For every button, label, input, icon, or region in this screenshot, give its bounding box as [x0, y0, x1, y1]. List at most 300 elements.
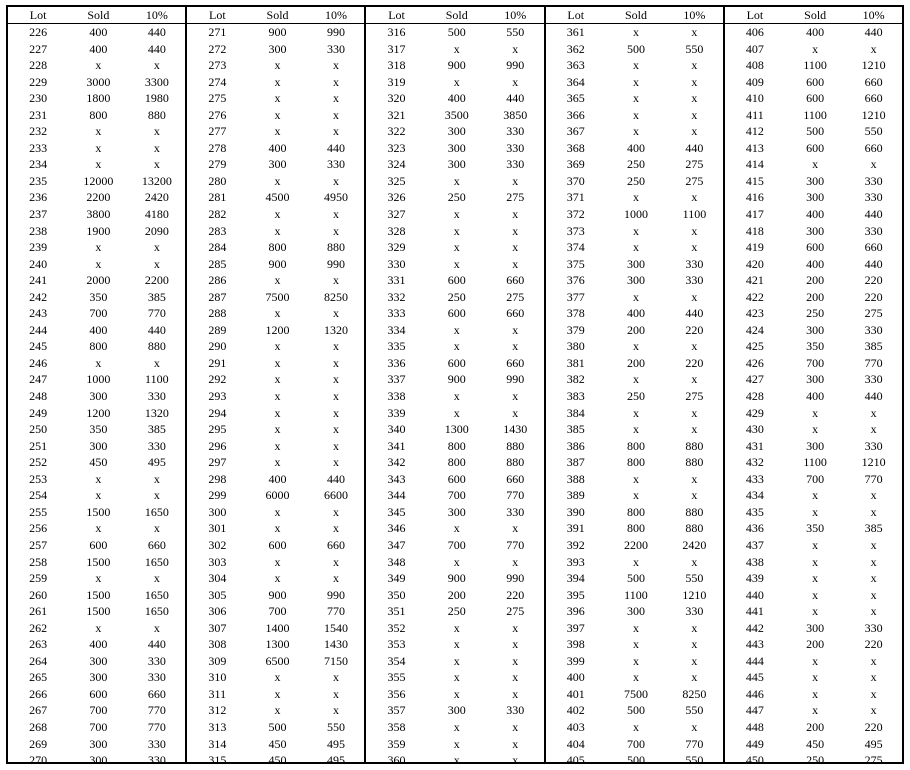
- sold-cell: x: [812, 587, 819, 602]
- ten-percent-cell: 660: [327, 537, 346, 552]
- lot-cell: 289: [208, 322, 227, 337]
- table-row: [725, 487, 902, 504]
- sold-cell: 700: [89, 703, 108, 718]
- table-row: [546, 736, 723, 753]
- lot-cell: 254: [29, 488, 48, 503]
- sold-cell: x: [453, 554, 460, 569]
- lot-cell: 378: [566, 306, 585, 321]
- lot-cell: 383: [566, 389, 585, 404]
- sold-cell: 300: [89, 670, 108, 685]
- table-row: [366, 90, 543, 107]
- sold-cell: 300: [89, 736, 108, 751]
- sold-cell: x: [812, 157, 819, 172]
- ten-percent-cell: 220: [864, 289, 883, 304]
- sold-cell: 800: [89, 107, 108, 122]
- lot-cell: 284: [208, 240, 227, 255]
- sold-cell: x: [632, 372, 639, 387]
- sold-cell: 400: [89, 25, 108, 39]
- lot-cell: 444: [745, 653, 764, 668]
- ten-percent-cell: x: [870, 504, 877, 519]
- table-row: [187, 736, 364, 753]
- table-row: [546, 487, 723, 504]
- ten-percent-cell: 440: [147, 41, 166, 56]
- table-row: [546, 636, 723, 653]
- ten-percent-cell: x: [691, 58, 698, 73]
- ten-percent-cell: 7150: [324, 653, 349, 668]
- ten-percent-cell: 990: [327, 256, 346, 271]
- table-row: [546, 371, 723, 388]
- lot-cell: 283: [208, 223, 227, 238]
- sold-cell: 500: [268, 719, 287, 734]
- sold-cell: x: [632, 289, 639, 304]
- lot-cell: 377: [566, 289, 585, 304]
- ten-percent-cell: x: [870, 686, 877, 701]
- table-row: [366, 736, 543, 753]
- lot-cell: 274: [208, 74, 227, 89]
- sold-cell: 2000: [86, 273, 111, 288]
- lot-header: Lot: [29, 8, 47, 22]
- table-row: [8, 537, 185, 554]
- table-row: [546, 289, 723, 306]
- ten-percent-cell: 660: [506, 355, 525, 370]
- lot-cell: 416: [745, 190, 764, 205]
- sold-cell: 500: [447, 25, 466, 39]
- ten-percent-cell: x: [153, 240, 160, 255]
- ten-percent-cell: x: [512, 240, 519, 255]
- ten-percent-cell: 8250: [682, 686, 707, 701]
- lot-cell: 423: [745, 306, 764, 321]
- lot-cell: 316: [387, 25, 406, 39]
- ten-percent-cell: x: [691, 190, 698, 205]
- sold-cell: x: [632, 25, 639, 39]
- lot-cell: 304: [208, 571, 227, 586]
- table-row: [725, 223, 902, 240]
- lot-cell: 351: [387, 604, 406, 619]
- ten-percent-cell: x: [691, 240, 698, 255]
- table-row: [8, 107, 185, 124]
- lot-cell: 252: [29, 455, 48, 470]
- ten-percent-cell: x: [333, 273, 340, 288]
- sold-cell: x: [95, 256, 102, 271]
- lot-cell: 367: [566, 124, 585, 139]
- sold-header: Sold: [445, 8, 468, 22]
- lot-cell: 428: [745, 389, 764, 404]
- table-row: [546, 74, 723, 91]
- lot-cell: 280: [208, 173, 227, 188]
- table-row: [546, 90, 723, 107]
- lot-cell: 296: [208, 438, 227, 453]
- lot-cell: 413: [745, 140, 764, 155]
- table-row: [546, 702, 723, 719]
- ten-percent-cell: x: [333, 571, 340, 586]
- table-row: [725, 520, 902, 537]
- sold-cell: 200: [806, 719, 825, 734]
- sold-cell: 800: [447, 438, 466, 453]
- table-row: [546, 206, 723, 223]
- lot-cell: 278: [208, 140, 227, 155]
- lot-cell: 374: [566, 240, 585, 255]
- ten-percent-cell: 550: [685, 571, 704, 586]
- ten-percent-cell: 1650: [144, 587, 169, 602]
- lot-cell: 228: [29, 58, 48, 73]
- sold-cell: 600: [806, 140, 825, 155]
- lot-cell: 277: [208, 124, 227, 139]
- lot-cell: 397: [566, 620, 585, 635]
- ten-percent-cell: 880: [685, 504, 704, 519]
- sold-cell: x: [632, 339, 639, 354]
- lot-cell: 388: [566, 471, 585, 486]
- sold-cell: x: [632, 637, 639, 652]
- sold-cell: 6500: [265, 653, 290, 668]
- lot-cell: 404: [566, 736, 585, 751]
- lot-cell: 301: [208, 521, 227, 536]
- lot-cell: 329: [387, 240, 406, 255]
- lot-cell: 333: [387, 306, 406, 321]
- lot-cell: 229: [29, 74, 48, 89]
- lot-cell: 433: [745, 471, 764, 486]
- ten-percent-cell: 550: [685, 41, 704, 56]
- table-row: [725, 702, 902, 719]
- lot-cell: 349: [387, 571, 406, 586]
- ten-percent-cell: x: [870, 670, 877, 685]
- table-row: [546, 454, 723, 471]
- lot-cell: 358: [387, 719, 406, 734]
- sold-cell: 300: [626, 256, 645, 271]
- ten-percent-cell: 770: [864, 471, 883, 486]
- sold-cell: 400: [626, 306, 645, 321]
- sold-cell: x: [453, 753, 460, 768]
- lot-cell: 309: [208, 653, 227, 668]
- sold-cell: x: [453, 670, 460, 685]
- ten-percent-cell: 440: [147, 637, 166, 652]
- lot-cell: 425: [745, 339, 764, 354]
- lot-cell: 261: [29, 604, 48, 619]
- sold-cell: 800: [626, 521, 645, 536]
- sold-cell: 1300: [265, 637, 290, 652]
- lot-cell: 257: [29, 537, 48, 552]
- table-row: [8, 305, 185, 322]
- ten-percent-cell: 1210: [682, 587, 707, 602]
- sold-cell: 600: [447, 273, 466, 288]
- table-row: [725, 752, 902, 769]
- ten-percent-cell: 770: [506, 537, 525, 552]
- lot-cell: 241: [29, 273, 48, 288]
- sold-cell: 250: [626, 157, 645, 172]
- ten-percent-cell: 330: [327, 157, 346, 172]
- lot-cell: 256: [29, 521, 48, 536]
- lot-cell: 279: [208, 157, 227, 172]
- lot-cell: 233: [29, 140, 48, 155]
- ten-percent-cell: 330: [147, 389, 166, 404]
- lot-cell: 380: [566, 339, 585, 354]
- lot-cell: 264: [29, 653, 48, 668]
- table-row: [8, 636, 185, 653]
- ten-percent-cell: x: [512, 653, 519, 668]
- lot-cell: 382: [566, 372, 585, 387]
- lot-cell: 400: [566, 670, 585, 685]
- lot-header: Lot: [746, 8, 764, 22]
- table-row: [187, 537, 364, 554]
- ten-percent-cell: 1100: [682, 207, 707, 222]
- ten-percent-cell: x: [870, 587, 877, 602]
- ten-percent-cell: x: [691, 405, 698, 420]
- sold-cell: 600: [89, 537, 108, 552]
- lot-cell: 440: [745, 587, 764, 602]
- lot-cell: 346: [387, 521, 406, 536]
- table-row: [366, 405, 543, 422]
- sold-cell: x: [274, 74, 281, 89]
- lot-cell: 419: [745, 240, 764, 255]
- sold-cell: 600: [447, 306, 466, 321]
- table-row: [187, 355, 364, 372]
- lot-cell: 311: [208, 686, 227, 701]
- table-row: [8, 256, 185, 273]
- sold-cell: x: [453, 521, 460, 536]
- table-row: [187, 686, 364, 703]
- ten-percent-cell: 660: [864, 74, 883, 89]
- lot-cell: 340: [387, 422, 406, 437]
- sold-cell: 900: [268, 587, 287, 602]
- lot-cell: 376: [566, 273, 585, 288]
- table-row: [366, 520, 543, 537]
- sold-cell: x: [274, 571, 281, 586]
- sold-cell: 700: [268, 604, 287, 619]
- lot-cell: 244: [29, 322, 48, 337]
- table-row: [725, 140, 902, 157]
- lot-cell: 365: [566, 91, 585, 106]
- ten-percent-cell: 1430: [324, 637, 349, 652]
- ten-percent-header: 10%: [683, 8, 706, 22]
- table-row: [546, 603, 723, 620]
- ten-percent-cell: 770: [147, 703, 166, 718]
- ten-percent-cell: 330: [506, 703, 525, 718]
- lot-cell: 287: [208, 289, 227, 304]
- ten-percent-cell: x: [333, 389, 340, 404]
- ten-percent-header: 10%: [862, 8, 885, 22]
- table-row: [546, 620, 723, 637]
- sold-cell: x: [453, 736, 460, 751]
- ten-percent-cell: x: [691, 670, 698, 685]
- table-row: [8, 355, 185, 372]
- table-row: [8, 702, 185, 719]
- sold-cell: x: [274, 223, 281, 238]
- ten-percent-cell: 1320: [324, 322, 349, 337]
- ten-percent-cell: 220: [685, 355, 704, 370]
- sold-cell: 250: [447, 289, 466, 304]
- sold-cell: x: [812, 537, 819, 552]
- table-row: [8, 41, 185, 58]
- table-row: [187, 189, 364, 206]
- lot-cell: 443: [745, 637, 764, 652]
- ten-percent-cell: 330: [864, 372, 883, 387]
- table-row: [187, 256, 364, 273]
- ten-percent-cell: 660: [506, 471, 525, 486]
- lot-cell: 310: [208, 670, 227, 685]
- table-row: [725, 686, 902, 703]
- lot-cell: 445: [745, 670, 764, 685]
- sold-cell: 800: [447, 455, 466, 470]
- ten-percent-cell: 440: [147, 322, 166, 337]
- table-row: [187, 454, 364, 471]
- sold-cell: 350: [806, 521, 825, 536]
- ten-percent-cell: 440: [506, 91, 525, 106]
- sold-cell: 250: [626, 173, 645, 188]
- lot-cell: 275: [208, 91, 227, 106]
- sold-cell: x: [453, 653, 460, 668]
- sold-cell: 450: [806, 736, 825, 751]
- table-row: [725, 57, 902, 74]
- sold-cell: 300: [89, 438, 108, 453]
- table-row: [725, 322, 902, 339]
- ten-percent-cell: 275: [864, 753, 883, 768]
- table-row: [187, 107, 364, 124]
- lot-cell: 338: [387, 389, 406, 404]
- lot-cell: 415: [745, 173, 764, 188]
- sold-cell: 12000: [83, 173, 114, 188]
- ten-percent-cell: 440: [864, 25, 883, 39]
- table-row: [725, 454, 902, 471]
- ten-percent-cell: x: [333, 455, 340, 470]
- lot-cell: 282: [208, 207, 227, 222]
- sold-cell: 300: [447, 504, 466, 519]
- table-row: [546, 156, 723, 173]
- table-row: [8, 686, 185, 703]
- table-row: [187, 272, 364, 289]
- ten-percent-cell: x: [691, 719, 698, 734]
- table-row: [725, 421, 902, 438]
- table-row: [546, 554, 723, 571]
- sold-cell: x: [632, 422, 639, 437]
- sold-cell: x: [632, 91, 639, 106]
- sold-cell: 1100: [624, 587, 648, 602]
- lot-cell: 239: [29, 240, 48, 255]
- lot-cell: 330: [387, 256, 406, 271]
- table-row: [725, 289, 902, 306]
- ten-percent-cell: x: [333, 74, 340, 89]
- sold-cell: 200: [447, 587, 466, 602]
- lot-cell: 245: [29, 339, 48, 354]
- table-row: [725, 603, 902, 620]
- table-row: [8, 421, 185, 438]
- lot-cell: 434: [745, 488, 764, 503]
- lot-cell: 313: [208, 719, 227, 734]
- sold-cell: 7500: [265, 289, 290, 304]
- table-row: [366, 504, 543, 521]
- table-row: [546, 272, 723, 289]
- lot-cell: 281: [208, 190, 227, 205]
- lot-cell: 268: [29, 719, 48, 734]
- ten-percent-cell: x: [870, 604, 877, 619]
- sold-cell: x: [274, 107, 281, 122]
- sold-cell: 800: [626, 455, 645, 470]
- lot-cell: 318: [387, 58, 406, 73]
- lot-cell: 405: [566, 753, 585, 768]
- sold-cell: 350: [89, 422, 108, 437]
- sold-cell: 300: [806, 372, 825, 387]
- lot-cell: 342: [387, 455, 406, 470]
- ten-percent-cell: 275: [685, 173, 704, 188]
- sold-cell: x: [632, 223, 639, 238]
- lot-cell: 401: [566, 686, 585, 701]
- table-row: [8, 90, 185, 107]
- lot-cell: 396: [566, 604, 585, 619]
- column-block-2: [185, 7, 364, 768]
- sold-cell: 300: [89, 753, 108, 768]
- sold-cell: x: [453, 620, 460, 635]
- sold-cell: x: [274, 173, 281, 188]
- ten-percent-cell: 1430: [503, 422, 528, 437]
- sold-cell: 500: [806, 124, 825, 139]
- table-row: [366, 206, 543, 223]
- table-row: [8, 140, 185, 157]
- sold-cell: x: [453, 637, 460, 652]
- sold-cell: 1200: [265, 322, 290, 337]
- table-row: [8, 587, 185, 604]
- ten-percent-header: 10%: [145, 8, 168, 22]
- lot-cell: 260: [29, 587, 48, 602]
- table-row: [546, 140, 723, 157]
- sold-cell: 500: [626, 41, 645, 56]
- ten-percent-cell: x: [153, 256, 160, 271]
- table-row: [8, 74, 185, 91]
- ten-percent-cell: 330: [506, 157, 525, 172]
- table-row: [187, 90, 364, 107]
- table-row: [546, 752, 723, 769]
- table-row: [8, 487, 185, 504]
- lot-cell: 319: [387, 74, 406, 89]
- sold-cell: x: [453, 339, 460, 354]
- lot-cell: 406: [745, 25, 764, 39]
- lot-cell: 437: [745, 537, 764, 552]
- column-block-5: [723, 7, 902, 768]
- table-row: [725, 305, 902, 322]
- sold-cell: x: [812, 686, 819, 701]
- lot-cell: 300: [208, 504, 227, 519]
- lot-cell: 414: [745, 157, 764, 172]
- ten-percent-cell: x: [870, 653, 877, 668]
- lot-cell: 448: [745, 719, 764, 734]
- ten-percent-cell: x: [512, 41, 519, 56]
- sold-cell: 600: [89, 686, 108, 701]
- sold-cell: x: [812, 422, 819, 437]
- lot-cell: 385: [566, 422, 585, 437]
- lot-cell: 299: [208, 488, 227, 503]
- table-row: [546, 173, 723, 190]
- table-row: [8, 57, 185, 74]
- lot-cell: 426: [745, 355, 764, 370]
- table-row: [187, 636, 364, 653]
- ten-percent-cell: 440: [327, 140, 346, 155]
- lot-cell: 273: [208, 58, 227, 73]
- ten-percent-cell: 495: [864, 736, 883, 751]
- lot-cell: 392: [566, 537, 585, 552]
- lot-cell: 432: [745, 455, 764, 470]
- table-row: [725, 355, 902, 372]
- sold-cell: x: [274, 670, 281, 685]
- sold-cell: 700: [626, 736, 645, 751]
- ten-percent-cell: 495: [147, 455, 166, 470]
- ten-percent-cell: 1210: [861, 107, 886, 122]
- sold-cell: x: [812, 504, 819, 519]
- ten-percent-cell: x: [512, 620, 519, 635]
- table-row: [8, 223, 185, 240]
- lot-cell: 303: [208, 554, 227, 569]
- ten-percent-cell: 550: [864, 124, 883, 139]
- sold-cell: 400: [806, 25, 825, 39]
- sold-cell: 300: [626, 604, 645, 619]
- sold-cell: 350: [806, 339, 825, 354]
- lot-cell: 372: [566, 207, 585, 222]
